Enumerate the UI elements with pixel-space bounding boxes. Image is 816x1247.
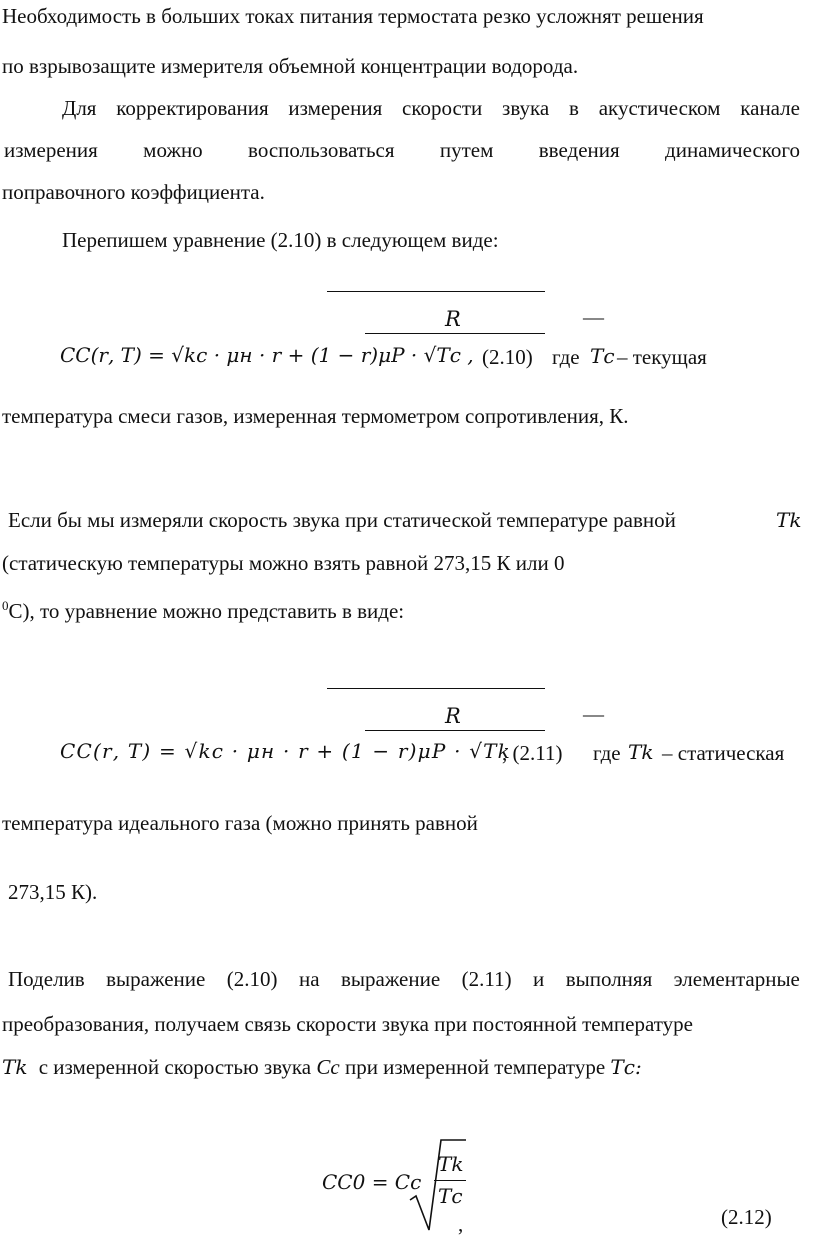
degree-superscript: 0: [2, 598, 9, 614]
text-line: преобразования, получаем связь скорости звука при постоянной температуре: [2, 1012, 693, 1036]
text-line: Необходимость в больших токах питания термостата резко усложнят решения: [2, 4, 704, 28]
text-line: поправочного коэффициента.: [2, 180, 265, 204]
word: динамического: [665, 138, 800, 162]
text-line: [2, 598, 405, 623]
equation-number: , (2.11): [502, 741, 563, 765]
text-line: температура идеального газа (можно принять равной: [2, 811, 478, 835]
word: на: [298, 967, 320, 991]
text-line: Перепишем уравнение (2.10) в следующем виде:: [62, 228, 499, 252]
word: воспользоваться: [248, 138, 395, 162]
variable: Cc: [316, 1055, 340, 1079]
variable: 𝑇𝑘: [628, 740, 654, 764]
text-line: Если бы мы измеряли скорость звука при статической температуре равной: [8, 508, 676, 532]
variable: 𝑇𝑐: [590, 344, 615, 368]
text-line: температура смеси газов, измеренная термометром сопротивления, К.: [2, 404, 629, 428]
equation-numerator: R: [445, 307, 461, 331]
text-line: где: [593, 741, 621, 765]
text-line: по взрывозащите измерителя объемной концентрации водорода.: [2, 54, 579, 78]
fraction-denominator: 𝑇𝑐: [438, 1184, 463, 1208]
equation-2-12-lhs: 𝐶C0 = Cc: [322, 1170, 422, 1194]
word: Поделив: [8, 967, 85, 991]
word: измерения: [4, 138, 98, 162]
word: выражение: [106, 967, 206, 991]
word: путем: [439, 138, 494, 162]
word: (2.11): [461, 967, 512, 991]
equation-overline: [327, 291, 545, 292]
variable: 𝑇𝑘: [2, 1055, 28, 1079]
text-line: 273,15 К).: [8, 880, 98, 904]
equation-overline: [365, 333, 545, 334]
text-line: – текущая: [617, 345, 707, 369]
word: можно: [143, 138, 203, 162]
word: и: [533, 967, 545, 991]
word: выражение: [340, 967, 441, 991]
word: выполняя: [565, 967, 653, 991]
equation-2-11: 𝐶𝐶(𝑟, 𝑇) = √𝑘𝑐 · 𝜇н · 𝑟 + (1 − 𝑟)𝜇𝑃 · √𝑇𝑘: [60, 739, 512, 763]
text-line: где: [552, 345, 580, 369]
equation-dash: —: [583, 305, 604, 329]
word: (2.10): [226, 967, 278, 991]
equation-overline: [327, 688, 545, 689]
variable: 𝑇𝑘: [776, 508, 802, 532]
text-line: Для корректирования измерения скорости звука в акустическом канале: [62, 96, 800, 120]
text-span: с измеренной скоростью звука: [38, 1055, 312, 1079]
justified-line: [8, 969, 800, 990]
text-line: – статическая: [662, 741, 785, 765]
equation-comma: ,: [458, 1212, 464, 1236]
text-span: С), то уравнение можно представить в виде:: [8, 599, 405, 623]
equation-2-10: 𝐶𝐶(𝑟, 𝑇) = √𝑘𝑐 · 𝜇н · 𝑟 + (1 − 𝑟)𝜇𝑃 · √𝑇𝑐 ,: [60, 343, 474, 367]
equation-numerator: R: [445, 704, 461, 728]
equation-overline: [365, 730, 545, 731]
fraction-numerator: 𝑇𝑘: [438, 1152, 464, 1176]
equation-number: (2.10): [482, 345, 533, 369]
word: элементарные: [673, 967, 800, 991]
text-line: (статическую температуры можно взять равной 273,15 К или 0: [2, 551, 565, 575]
word: введения: [538, 138, 620, 162]
equation-dash: —: [583, 702, 604, 726]
text-line: [2, 1057, 642, 1078]
fraction-bar: [434, 1180, 466, 1181]
equation-number: (2.12): [721, 1205, 772, 1229]
variable: 𝑇𝑐:: [610, 1055, 642, 1079]
text-span: при измеренной температуре: [344, 1055, 606, 1079]
justified-line: [4, 140, 800, 161]
